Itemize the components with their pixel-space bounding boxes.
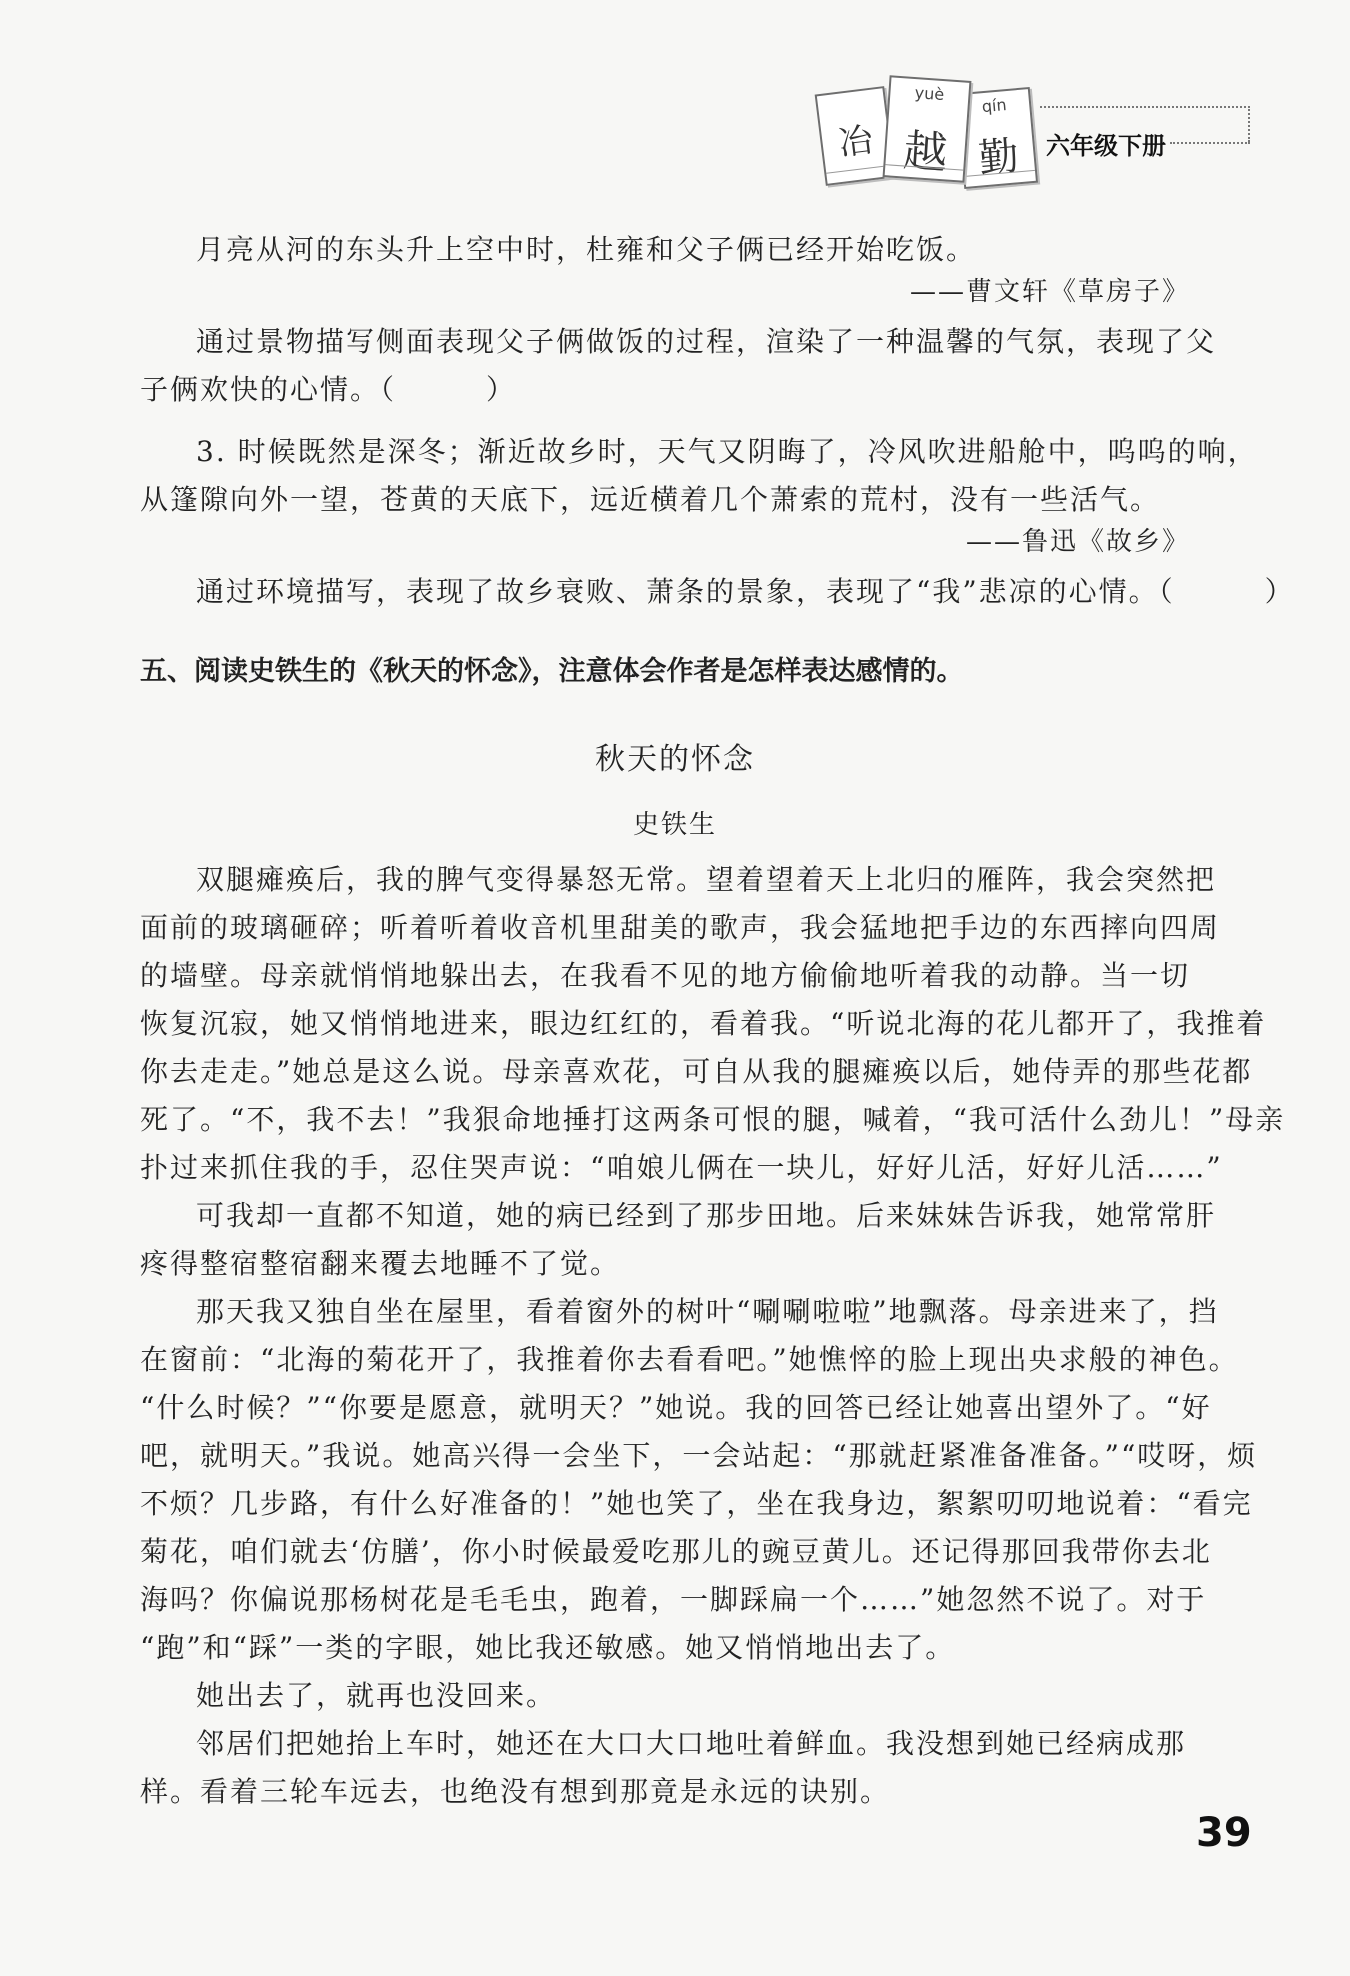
article-line: “跑”和“踩”一类的字眼，她比我还敏感。她又悄悄地出去了。 xyxy=(140,1631,956,1664)
judgement-line: 通过景物描写侧面表现父子俩做饭的过程，渲染了一种温馨的气氛，表现了父 xyxy=(196,325,1217,358)
article-title: 秋天的怀念 xyxy=(595,742,755,777)
article-line: 海吗？你偏说那杨树花是毛毛虫，跑着，一脚踩扁一个……”她忽然不说了。对于 xyxy=(140,1583,1207,1616)
judgement-line: 通过环境描写，表现了故乡衰败、萧条的景象，表现了“我”悲凉的心情。（ ） xyxy=(196,575,1295,608)
article-line: “什么时候？”“你要是愿意，就明天？”她说。我的回答已经让她喜出望外了。“好 xyxy=(140,1391,1212,1424)
card-character: 越 xyxy=(901,125,950,180)
quote-source: ——鲁迅《故乡》 xyxy=(965,527,1190,557)
card-pinyin: qín xyxy=(981,95,1008,117)
article-line: 邻居们把她抬上车时，她还在大口大口地吐着鲜血。我没想到她已经病成那 xyxy=(196,1727,1187,1760)
article-line: 面前的玻璃砸碎；听着听着收音机里甜美的歌声，我会猛地把手边的东西摔向四周 xyxy=(140,911,1221,944)
grade-label: 六年级下册 xyxy=(1046,132,1166,160)
article-line: 菊花，咱们就去‘仿膳’，你小时候最爱吃那儿的豌豆黄儿。还记得那回我带你去北 xyxy=(140,1535,1212,1568)
card-character: 勤 xyxy=(976,133,1021,183)
header-dotted-rule xyxy=(1040,106,1250,108)
quote-line: 3. 时候既然是深冬；渐近故乡时，天气又阴晦了，冷风吹进船舱中，呜呜的响， xyxy=(196,435,1258,468)
header-dotted-rule-side xyxy=(1248,106,1250,142)
card-pinyin xyxy=(817,92,883,100)
quote-line: 从篷隙向外一望，苍黄的天底下，远近横着几个萧索的荒村，没有一些活气。 xyxy=(140,483,1161,516)
article-line: 吧，就明天。”我说。她高兴得一会坐下，一会站起：“那就赶紧准备准备。”“哎呀，烦 xyxy=(140,1439,1258,1472)
article-line: 的墙壁。母亲就悄悄地躲出去，在我看不见的地方偷偷地听着我的动静。当一切 xyxy=(140,959,1191,992)
card-pinyin: yuè xyxy=(914,83,945,105)
article-line: 疼得整宿整宿翻来覆去地睡不了觉。 xyxy=(140,1247,621,1280)
card-character: 冶 xyxy=(836,120,876,164)
article-line: 双腿瘫痪后，我的脾气变得暴怒无常。望着望着天上北归的雁阵，我会突然把 xyxy=(196,863,1217,896)
page-number: 39 xyxy=(1196,1810,1252,1856)
article-line: 不烦？几步路，有什么好准备的！”她也笑了，坐在我身边，絮絮叨叨地说着：“看完 xyxy=(140,1487,1253,1520)
article-line: 她出去了，就再也没回来。 xyxy=(196,1679,557,1712)
article-line: 样。看着三轮车远去，也绝没有想到那竟是永远的诀别。 xyxy=(140,1775,891,1808)
article-line: 在窗前：“北海的菊花开了，我推着你去看看吧。”她憔悴的脸上现出央求般的神色。 xyxy=(140,1343,1239,1376)
section-heading: 五、阅读史铁生的《秋天的怀念》，注意体会作者是怎样表达感情的。 xyxy=(140,656,964,687)
quote-line: 月亮从河的东头升上空中时，杜雍和父子俩已经开始吃饭。 xyxy=(196,233,977,266)
quote-source: ——曹文轩《草房子》 xyxy=(909,277,1190,307)
judgement-line: 子俩欢快的心情。（ ） xyxy=(140,373,517,406)
article-line: 扑过来抓住我的手，忍住哭声说：“咱娘儿俩在一块儿，好好儿活，好好儿活……” xyxy=(140,1151,1223,1184)
character-card-icon xyxy=(883,75,972,182)
page-header xyxy=(820,72,1250,192)
article-line: 死了。“不，我不去！”我狠命地捶打这两条可恨的腿，喊着，“我可活什么劲儿！”母亲 xyxy=(140,1103,1286,1136)
article-line: 那天我又独自坐在屋里，看着窗外的树叶“唰唰啦啦”地飘落。母亲进来了，挡 xyxy=(196,1295,1219,1328)
article-line: 恢复沉寂，她又悄悄地进来，眼边红红的，看着我。“听说北海的花儿都开了，我推着 xyxy=(140,1007,1267,1040)
article-line: 你去走走。”她总是这么说。母亲喜欢花，可自从我的腿瘫痪以后，她侍弄的那些花都 xyxy=(140,1055,1253,1088)
article-line: 可我却一直都不知道，她的病已经到了那步田地。后来妹妹告诉我，她常常肝 xyxy=(196,1199,1217,1232)
header-dotted-rule-bottom xyxy=(1170,142,1250,144)
article-author: 史铁生 xyxy=(632,810,717,840)
